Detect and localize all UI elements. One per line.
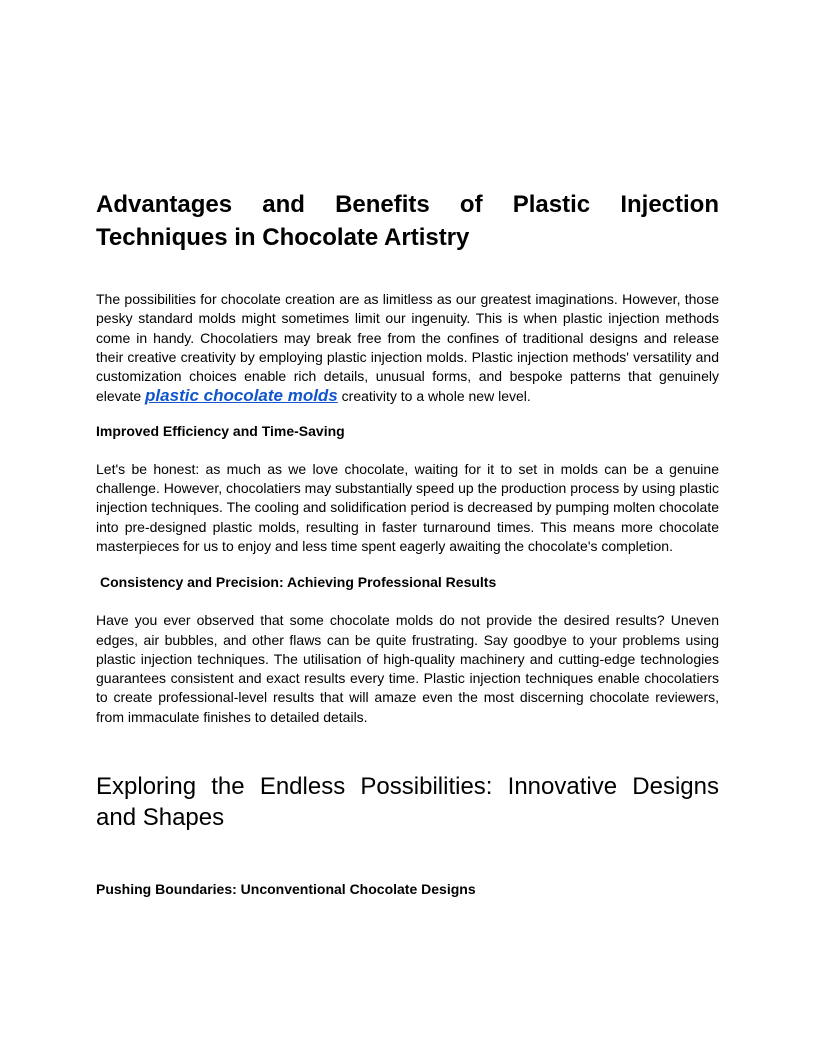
section-heading-consistency: Consistency and Precision: Achieving Professional Results [100,574,497,591]
efficiency-paragraph: Let's be honest: as much as we love chocolate, waiting for it to set in molds can be a genuine challenge. However, chocolatiers may substantially speed up the production process by using plastic injection techniques. The cooling and solidification period is decreased by pumping molten chocolate into pre-designed plastic molds, resulting in faster turnaround times. This means more chocolate masterpieces for us to enjoy and less time spent eagerly awaiting the chocolate's completion. [96,460,719,554]
section-title-possibilities: Exploring the Endless Possibilities: Innovative Designs and Shapes [96,773,719,832]
consistency-paragraph: Have you ever observed that some chocolate molds do not provide the desired results? Uneven edges, air bubbles, and other flaws can be quite frustrating. Say goodbye to your problems using plastic injection techniques. The utilisation of high-quality machinery and cutting-edge technologies guarantees consistent and exact results every time. Plastic injection techniques enable chocolatiers to create professional-level results that will amaze even the most discerning chocolate reviewers, from immaculate finishes to detailed details. [96,612,719,725]
section-heading-unconventional: Pushing Boundaries: Unconventional Chocolate Designs [96,881,476,898]
section-heading-efficiency: Improved Efficiency and Time-Saving [96,422,345,439]
intro-paragraph [96,290,719,407]
intro-text-end: creativity to a whole new level. [337,388,531,405]
intro-text: The possibilities for chocolate creation are as limitless as our greatest imaginations. However, those pesky standard molds might sometimes limit our ingenuity. This is when plastic injection methods come in handy. Chocolatiers may break free from the confines of traditional designs and release their creative creativity by employing plastic injection molds. Plastic injection methods' versatility and customization choices enable rich details, unusual forms, and bespoke patterns that genuinely elevate [96,291,719,405]
document-page [96,188,719,899]
plastic-chocolate-molds-link[interactable]: plastic chocolate molds [145,386,338,406]
article-title: Advantages and Benefits of Plastic Injection Techniques in Chocolate Artistry [96,191,719,251]
